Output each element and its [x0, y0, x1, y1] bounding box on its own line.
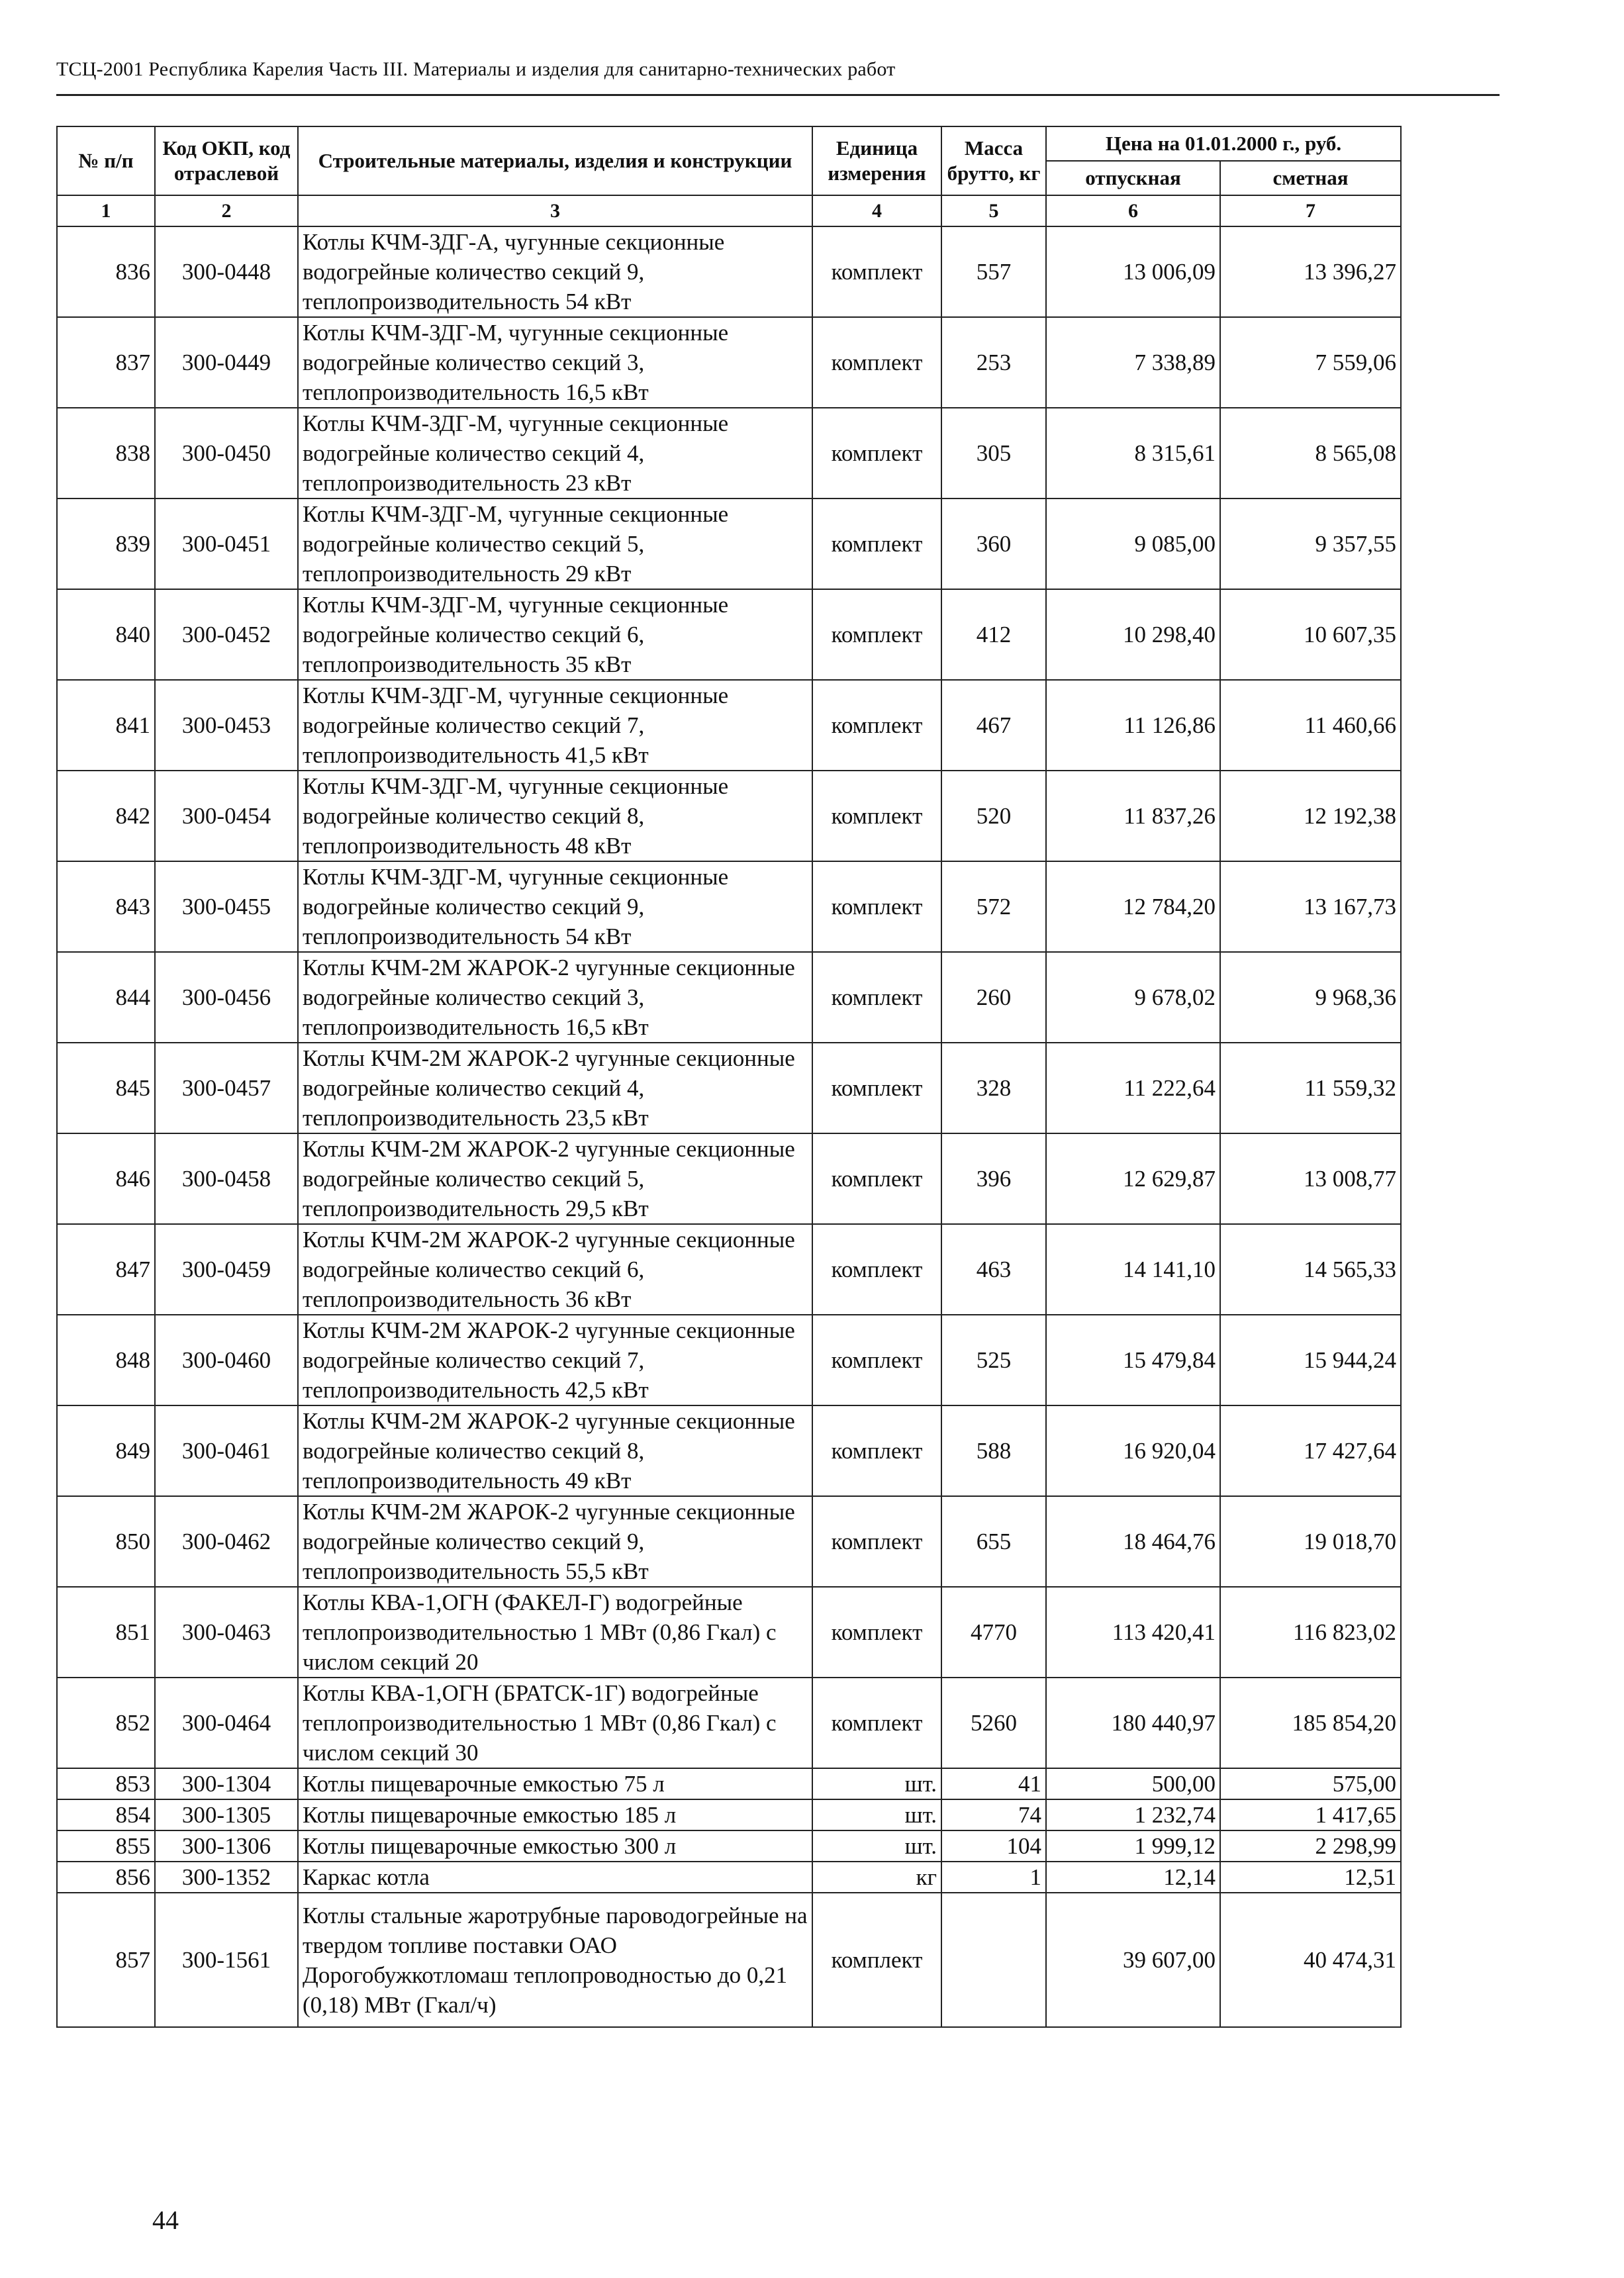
- row-name: Котлы КЧМ-ЗДГ-М, чугунные секционные водогрейные количество секций 4, теплопроизводительность 23 кВт: [298, 408, 812, 498]
- header-price-estimate: сметная: [1220, 161, 1401, 195]
- header-unit: Единица измерения: [812, 126, 941, 195]
- row-unit: комплект: [812, 498, 941, 589]
- row-number: 836: [57, 226, 155, 317]
- row-number: 843: [57, 861, 155, 952]
- row-price-release: 18 464,76: [1046, 1496, 1220, 1587]
- row-price-estimate: 185 854,20: [1220, 1678, 1401, 1768]
- row-unit: комплект: [812, 589, 941, 680]
- row-number: 842: [57, 771, 155, 861]
- row-code: 300-1306: [155, 1830, 298, 1862]
- row-number: 851: [57, 1587, 155, 1678]
- row-price-release: 12 629,87: [1046, 1133, 1220, 1224]
- table-row: [57, 952, 1401, 1043]
- row-mass: 520: [941, 771, 1046, 861]
- row-code: 300-0458: [155, 1133, 298, 1224]
- row-mass: 74: [941, 1799, 1046, 1830]
- row-number: 857: [57, 1893, 155, 2027]
- row-number: 841: [57, 680, 155, 771]
- row-price-release: 11 837,26: [1046, 771, 1220, 861]
- row-code: 300-0457: [155, 1043, 298, 1133]
- row-mass: 104: [941, 1830, 1046, 1862]
- row-price-estimate: 11 460,66: [1220, 680, 1401, 771]
- page-header: ТСЦ-2001 Республика Карелия Часть III. Материалы и изделия для санитарно-технических работ: [56, 58, 896, 80]
- page-number: 44: [152, 2205, 179, 2235]
- row-mass: 588: [941, 1405, 1046, 1496]
- row-code: 300-0449: [155, 317, 298, 408]
- row-name: Котлы КЧМ-2М ЖАРОК-2 чугунные секционные водогрейные количество секций 7, теплопроизводительность 42,5 кВт: [298, 1315, 812, 1405]
- row-number: 846: [57, 1133, 155, 1224]
- row-name: Котлы КЧМ-2М ЖАРОК-2 чугунные секционные водогрейные количество секций 9, теплопроизводительность 55,5 кВт: [298, 1496, 812, 1587]
- table-row: [57, 1893, 1401, 2027]
- row-code: 300-1304: [155, 1768, 298, 1799]
- row-code: 300-0454: [155, 771, 298, 861]
- row-name: Котлы пищеварочные емкостью 75 л: [298, 1768, 812, 1799]
- table-row: [57, 1315, 1401, 1405]
- row-number: 840: [57, 589, 155, 680]
- row-name: Котлы КЧМ-ЗДГ-М, чугунные секционные водогрейные количество секций 6, теплопроизводительность 35 кВт: [298, 589, 812, 680]
- row-number: 837: [57, 317, 155, 408]
- row-code: 300-0456: [155, 952, 298, 1043]
- row-number: 838: [57, 408, 155, 498]
- row-code: 300-0462: [155, 1496, 298, 1587]
- row-mass: 463: [941, 1224, 1046, 1315]
- column-number: 1: [57, 195, 155, 226]
- row-mass: [941, 1893, 1046, 2027]
- row-price-estimate: 116 823,02: [1220, 1587, 1401, 1678]
- row-price-estimate: 13 396,27: [1220, 226, 1401, 317]
- row-mass: 260: [941, 952, 1046, 1043]
- row-price-estimate: 7 559,06: [1220, 317, 1401, 408]
- column-number: 4: [812, 195, 941, 226]
- row-price-release: 9 678,02: [1046, 952, 1220, 1043]
- table-row: [57, 1678, 1401, 1768]
- row-price-estimate: 9 968,36: [1220, 952, 1401, 1043]
- table-row: [57, 1224, 1401, 1315]
- row-code: 300-0450: [155, 408, 298, 498]
- row-number: 845: [57, 1043, 155, 1133]
- row-mass: 253: [941, 317, 1046, 408]
- row-price-estimate: 9 357,55: [1220, 498, 1401, 589]
- row-price-release: 180 440,97: [1046, 1678, 1220, 1768]
- row-name: Котлы КЧМ-ЗДГ-А, чугунные секционные водогрейные количество секций 9, теплопроизводительность 54 кВт: [298, 226, 812, 317]
- row-name: Котлы КЧМ-ЗДГ-М, чугунные секционные водогрейные количество секций 3, теплопроизводительность 16,5 кВт: [298, 317, 812, 408]
- table-row: [57, 1587, 1401, 1678]
- header-price-release: отпускная: [1046, 161, 1220, 195]
- row-unit: комплект: [812, 771, 941, 861]
- column-number: 5: [941, 195, 1046, 226]
- row-number: 848: [57, 1315, 155, 1405]
- column-number: 7: [1220, 195, 1401, 226]
- row-price-release: 9 085,00: [1046, 498, 1220, 589]
- row-unit: комплект: [812, 1315, 941, 1405]
- table-row: [57, 1799, 1401, 1830]
- row-price-release: 39 607,00: [1046, 1893, 1220, 2027]
- row-number: 854: [57, 1799, 155, 1830]
- row-name: Котлы КЧМ-ЗДГ-М, чугунные секционные водогрейные количество секций 5, теплопроизводительность 29 кВт: [298, 498, 812, 589]
- table-row: [57, 1768, 1401, 1799]
- row-price-estimate: 10 607,35: [1220, 589, 1401, 680]
- row-unit: комплект: [812, 680, 941, 771]
- row-code: 300-0453: [155, 680, 298, 771]
- row-price-estimate: 1 417,65: [1220, 1799, 1401, 1830]
- row-unit: комплект: [812, 1405, 941, 1496]
- row-mass: 4770: [941, 1587, 1046, 1678]
- row-number: 852: [57, 1678, 155, 1768]
- table-row: [57, 1496, 1401, 1587]
- row-price-release: 7 338,89: [1046, 317, 1220, 408]
- table-row: [57, 226, 1401, 317]
- header-code: Код ОКП, код отраслевой: [155, 126, 298, 195]
- row-price-estimate: 15 944,24: [1220, 1315, 1401, 1405]
- header-num: № п/п: [57, 126, 155, 195]
- row-name: Котлы КВА-1,ОГН (БРАТСК-1Г) водогрейные теплопроизводительностью 1 МВт (0,86 Гкал) с числом секций 30: [298, 1678, 812, 1768]
- column-number-row: [57, 195, 1401, 226]
- row-name: Котлы пищеварочные емкостью 300 л: [298, 1830, 812, 1862]
- table-row: [57, 1830, 1401, 1862]
- row-mass: 525: [941, 1315, 1046, 1405]
- row-mass: 655: [941, 1496, 1046, 1587]
- row-mass: 41: [941, 1768, 1046, 1799]
- column-number: 3: [298, 195, 812, 226]
- header-name: Строительные материалы, изделия и конструкции: [298, 126, 812, 195]
- row-unit: комплект: [812, 1678, 941, 1768]
- row-price-release: 12 784,20: [1046, 861, 1220, 952]
- table-body: [57, 226, 1401, 2027]
- row-mass: 412: [941, 589, 1046, 680]
- row-price-estimate: 17 427,64: [1220, 1405, 1401, 1496]
- row-name: Котлы КЧМ-ЗДГ-М, чугунные секционные водогрейные количество секций 7, теплопроизводительность 41,5 кВт: [298, 680, 812, 771]
- row-unit: комплект: [812, 408, 941, 498]
- column-number: 6: [1046, 195, 1220, 226]
- row-number: 856: [57, 1862, 155, 1893]
- row-name: Котлы КЧМ-2М ЖАРОК-2 чугунные секционные водогрейные количество секций 4, теплопроизводительность 23,5 кВт: [298, 1043, 812, 1133]
- row-price-estimate: 12,51: [1220, 1862, 1401, 1893]
- table-row: [57, 1043, 1401, 1133]
- row-unit: комплект: [812, 226, 941, 317]
- row-price-release: 10 298,40: [1046, 589, 1220, 680]
- row-number: 853: [57, 1768, 155, 1799]
- row-code: 300-1352: [155, 1862, 298, 1893]
- row-number: 849: [57, 1405, 155, 1496]
- row-name: Котлы КЧМ-ЗДГ-М, чугунные секционные водогрейные количество секций 9, теплопроизводительность 54 кВт: [298, 861, 812, 952]
- row-unit: комплект: [812, 1224, 941, 1315]
- row-price-estimate: 2 298,99: [1220, 1830, 1401, 1862]
- row-price-estimate: 12 192,38: [1220, 771, 1401, 861]
- row-mass: 360: [941, 498, 1046, 589]
- row-price-release: 1 999,12: [1046, 1830, 1220, 1862]
- header-price-group: Цена на 01.01.2000 г., руб.: [1046, 126, 1401, 161]
- row-code: 300-0459: [155, 1224, 298, 1315]
- row-mass: 5260: [941, 1678, 1046, 1768]
- row-unit: комплект: [812, 1496, 941, 1587]
- row-unit: комплект: [812, 1893, 941, 2027]
- row-mass: 557: [941, 226, 1046, 317]
- table-row: [57, 317, 1401, 408]
- row-price-release: 12,14: [1046, 1862, 1220, 1893]
- row-mass: 1: [941, 1862, 1046, 1893]
- row-code: 300-0463: [155, 1587, 298, 1678]
- row-unit: комплект: [812, 861, 941, 952]
- row-name: Котлы КЧМ-2М ЖАРОК-2 чугунные секционные водогрейные количество секций 6, теплопроизводительность 36 кВт: [298, 1224, 812, 1315]
- row-name: Каркас котла: [298, 1862, 812, 1893]
- row-price-release: 113 420,41: [1046, 1587, 1220, 1678]
- table-row: [57, 1405, 1401, 1496]
- row-price-estimate: 40 474,31: [1220, 1893, 1401, 2027]
- row-number: 855: [57, 1830, 155, 1862]
- row-price-estimate: 13 167,73: [1220, 861, 1401, 952]
- row-number: 839: [57, 498, 155, 589]
- row-price-estimate: 19 018,70: [1220, 1496, 1401, 1587]
- row-name: Котлы КВА-1,ОГН (ФАКЕЛ-Г) водогрейные теплопроизводительностью 1 МВт (0,86 Гкал) с числом секций 20: [298, 1587, 812, 1678]
- row-name: Котлы КЧМ-2М ЖАРОК-2 чугунные секционные водогрейные количество секций 3, теплопроизводительность 16,5 кВт: [298, 952, 812, 1043]
- row-number: 850: [57, 1496, 155, 1587]
- row-price-release: 13 006,09: [1046, 226, 1220, 317]
- row-code: 300-0455: [155, 861, 298, 952]
- row-price-release: 500,00: [1046, 1768, 1220, 1799]
- row-unit: комплект: [812, 317, 941, 408]
- column-number: 2: [155, 195, 298, 226]
- row-name: Котлы КЧМ-2М ЖАРОК-2 чугунные секционные водогрейные количество секций 8, теплопроизводительность 49 кВт: [298, 1405, 812, 1496]
- row-name: Котлы КЧМ-2М ЖАРОК-2 чугунные секционные водогрейные количество секций 5, теплопроизводительность 29,5 кВт: [298, 1133, 812, 1224]
- row-mass: 467: [941, 680, 1046, 771]
- row-code: 300-1561: [155, 1893, 298, 2027]
- table-row: [57, 498, 1401, 589]
- row-name: Котлы стальные жаротрубные пароводогрейные на твердом топливе поставки ОАО Дорогобужкотломаш теплопроводностью до 0,21 (0,18) МВт (Гкал/ч): [298, 1893, 812, 2027]
- row-unit: шт.: [812, 1830, 941, 1862]
- row-price-release: 8 315,61: [1046, 408, 1220, 498]
- row-price-release: 11 222,64: [1046, 1043, 1220, 1133]
- row-code: 300-1305: [155, 1799, 298, 1830]
- table-row: [57, 408, 1401, 498]
- row-unit: комплект: [812, 1133, 941, 1224]
- row-price-estimate: 8 565,08: [1220, 408, 1401, 498]
- row-price-release: 11 126,86: [1046, 680, 1220, 771]
- row-code: 300-0461: [155, 1405, 298, 1496]
- row-code: 300-0464: [155, 1678, 298, 1768]
- row-price-release: 16 920,04: [1046, 1405, 1220, 1496]
- table-row: [57, 589, 1401, 680]
- row-unit: шт.: [812, 1799, 941, 1830]
- row-code: 300-0460: [155, 1315, 298, 1405]
- row-code: 300-0448: [155, 226, 298, 317]
- row-price-estimate: 575,00: [1220, 1768, 1401, 1799]
- table-row: [57, 1133, 1401, 1224]
- price-table: [56, 126, 1402, 2028]
- table-row: [57, 1862, 1401, 1893]
- table-row: [57, 771, 1401, 861]
- row-name: Котлы пищеварочные емкостью 185 л: [298, 1799, 812, 1830]
- row-name: Котлы КЧМ-ЗДГ-М, чугунные секционные водогрейные количество секций 8, теплопроизводительность 48 кВт: [298, 771, 812, 861]
- table-row: [57, 861, 1401, 952]
- header-divider: [56, 94, 1500, 96]
- row-mass: 572: [941, 861, 1046, 952]
- row-code: 300-0452: [155, 589, 298, 680]
- row-mass: 396: [941, 1133, 1046, 1224]
- row-price-release: 14 141,10: [1046, 1224, 1220, 1315]
- row-price-estimate: 11 559,32: [1220, 1043, 1401, 1133]
- header-mass: Масса брутто, кг: [941, 126, 1046, 195]
- row-unit: шт.: [812, 1768, 941, 1799]
- row-code: 300-0451: [155, 498, 298, 589]
- row-price-release: 1 232,74: [1046, 1799, 1220, 1830]
- row-unit: комплект: [812, 1587, 941, 1678]
- table-row: [57, 680, 1401, 771]
- row-mass: 305: [941, 408, 1046, 498]
- row-number: 847: [57, 1224, 155, 1315]
- row-unit: комплект: [812, 952, 941, 1043]
- row-unit: комплект: [812, 1043, 941, 1133]
- row-price-estimate: 14 565,33: [1220, 1224, 1401, 1315]
- row-mass: 328: [941, 1043, 1046, 1133]
- row-number: 844: [57, 952, 155, 1043]
- row-price-estimate: 13 008,77: [1220, 1133, 1401, 1224]
- row-unit: кг: [812, 1862, 941, 1893]
- row-price-release: 15 479,84: [1046, 1315, 1220, 1405]
